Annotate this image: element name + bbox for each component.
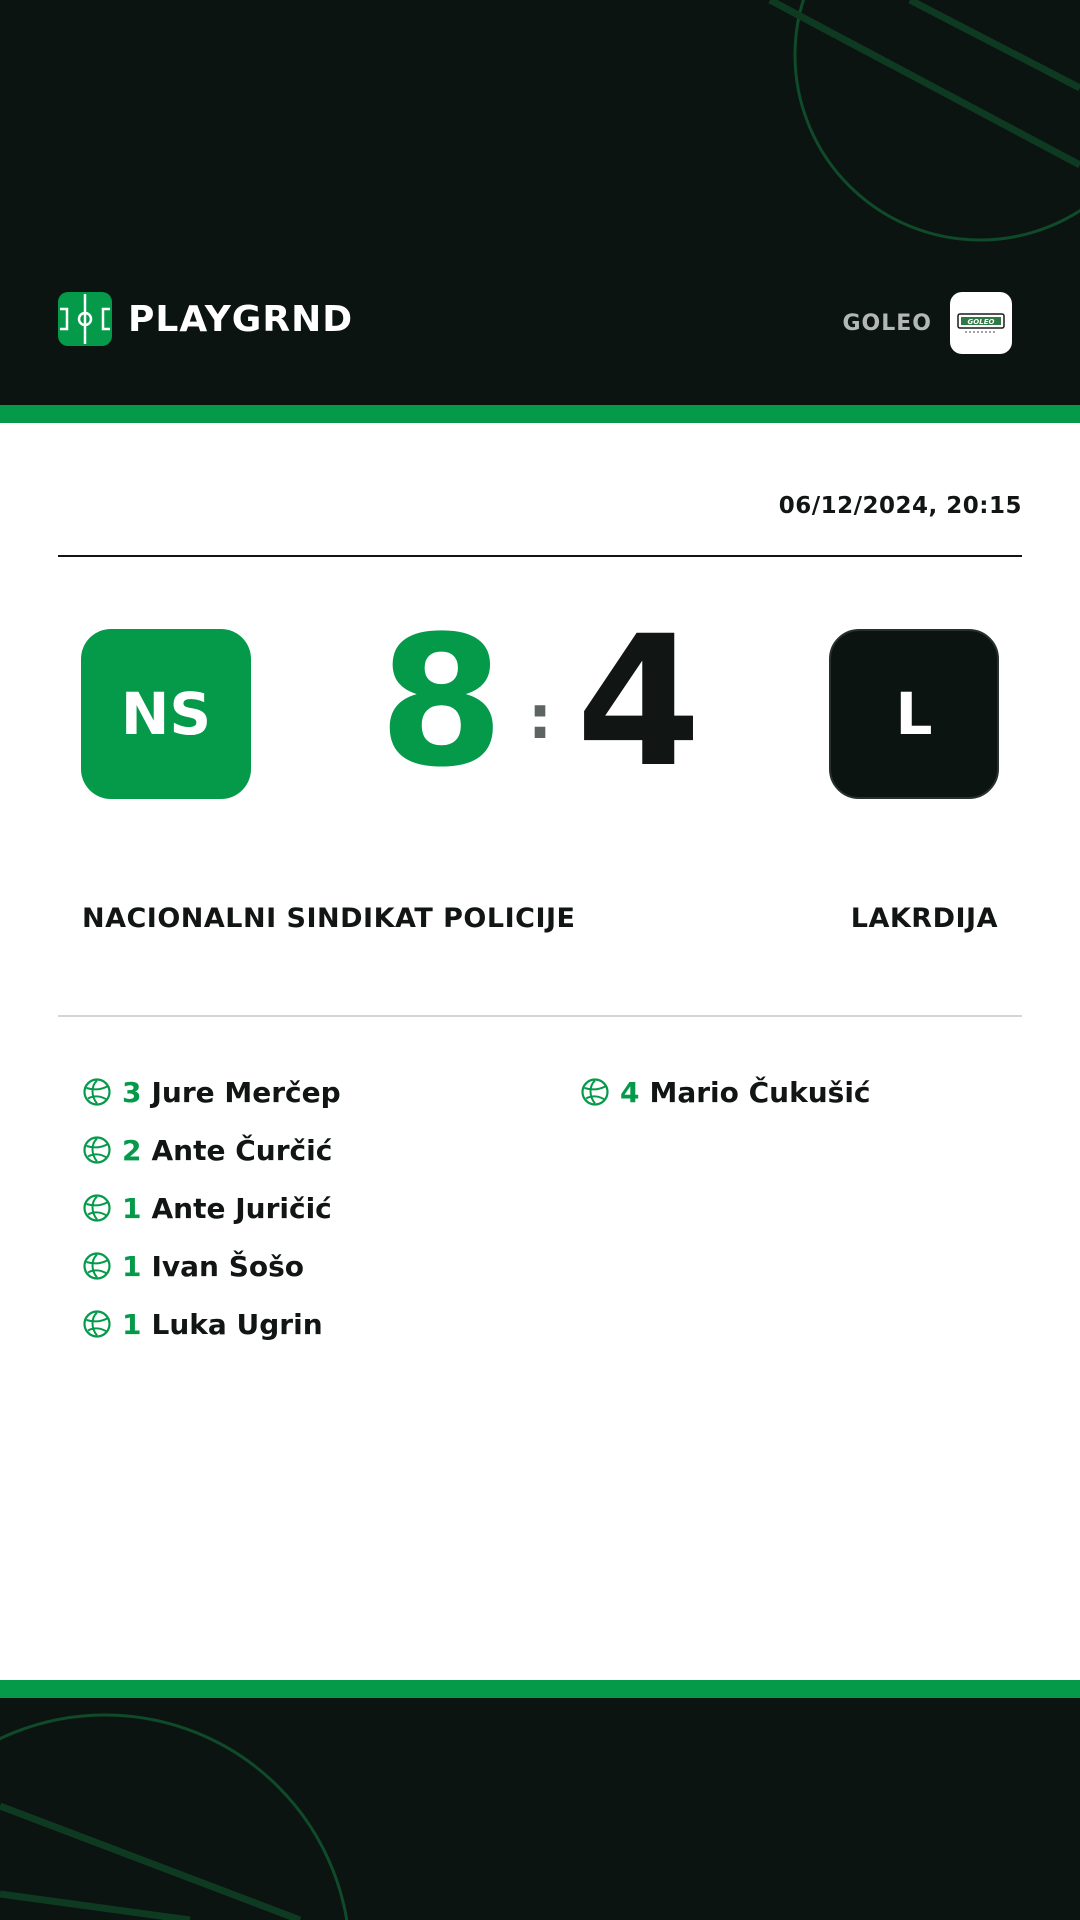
goal-count: 1 — [122, 1191, 142, 1225]
scorer-name: Ante Čurčić — [151, 1133, 333, 1167]
goal-count: 1 — [122, 1249, 142, 1283]
brand — [58, 292, 353, 346]
away-team-name: LAKRDIJA — [850, 903, 998, 934]
home-team-short: NS — [120, 680, 212, 748]
away-scorers-list — [580, 1063, 871, 1121]
scorer-item — [580, 1063, 871, 1121]
soccer-ball-icon — [82, 1077, 112, 1107]
away-team-badge — [829, 629, 999, 799]
scorer-item — [82, 1237, 341, 1295]
away-team-short: L — [895, 680, 933, 748]
accent-band-bottom — [0, 1680, 1080, 1698]
footer — [0, 1698, 1080, 1920]
svg-text:GOLEO: GOLEO — [967, 318, 995, 326]
scoreboard — [378, 598, 702, 807]
scorer-item — [82, 1179, 341, 1237]
header — [0, 0, 1080, 405]
scorer-name: Ivan Šošo — [151, 1249, 305, 1283]
scorer-item — [82, 1121, 341, 1179]
partner-label: GOLEO — [842, 310, 932, 336]
soccer-ball-icon — [82, 1251, 112, 1281]
scorer-name: Luka Ugrin — [151, 1307, 323, 1341]
home-team-badge — [81, 629, 251, 799]
scorer-name: Mario Čukušić — [649, 1075, 871, 1109]
away-score: 4 — [576, 598, 702, 807]
goal-count: 4 — [620, 1075, 640, 1109]
match-datetime: 06/12/2024, 20:15 — [778, 493, 1022, 519]
divider — [58, 1015, 1022, 1017]
score-separator: : — [528, 683, 552, 753]
scorer-name: Jure Merčep — [151, 1075, 341, 1109]
soccer-ball-icon — [580, 1077, 610, 1107]
brand-name: PLAYGRND — [128, 298, 354, 340]
partner — [842, 292, 1012, 354]
divider — [58, 555, 1022, 557]
goal-count: 3 — [122, 1075, 142, 1109]
partner-logo — [950, 292, 1012, 354]
footer-pitch-lines-decoration — [0, 1698, 1080, 1920]
scorer-item — [82, 1295, 341, 1353]
home-scorers-list — [82, 1063, 341, 1353]
soccer-ball-icon — [82, 1135, 112, 1165]
home-team-name: NACIONALNI SINDIKAT POLICIJE — [82, 903, 576, 934]
accent-band-top — [0, 405, 1080, 423]
soccer-ball-icon — [82, 1309, 112, 1339]
scorer-item — [82, 1063, 341, 1121]
goal-count: 2 — [122, 1133, 142, 1167]
goal-count: 1 — [122, 1307, 142, 1341]
match-content — [0, 423, 1080, 1680]
scorer-name: Ante Juričić — [151, 1191, 332, 1225]
home-score: 8 — [378, 598, 504, 807]
pitch-icon — [58, 292, 112, 346]
soccer-ball-icon — [82, 1193, 112, 1223]
